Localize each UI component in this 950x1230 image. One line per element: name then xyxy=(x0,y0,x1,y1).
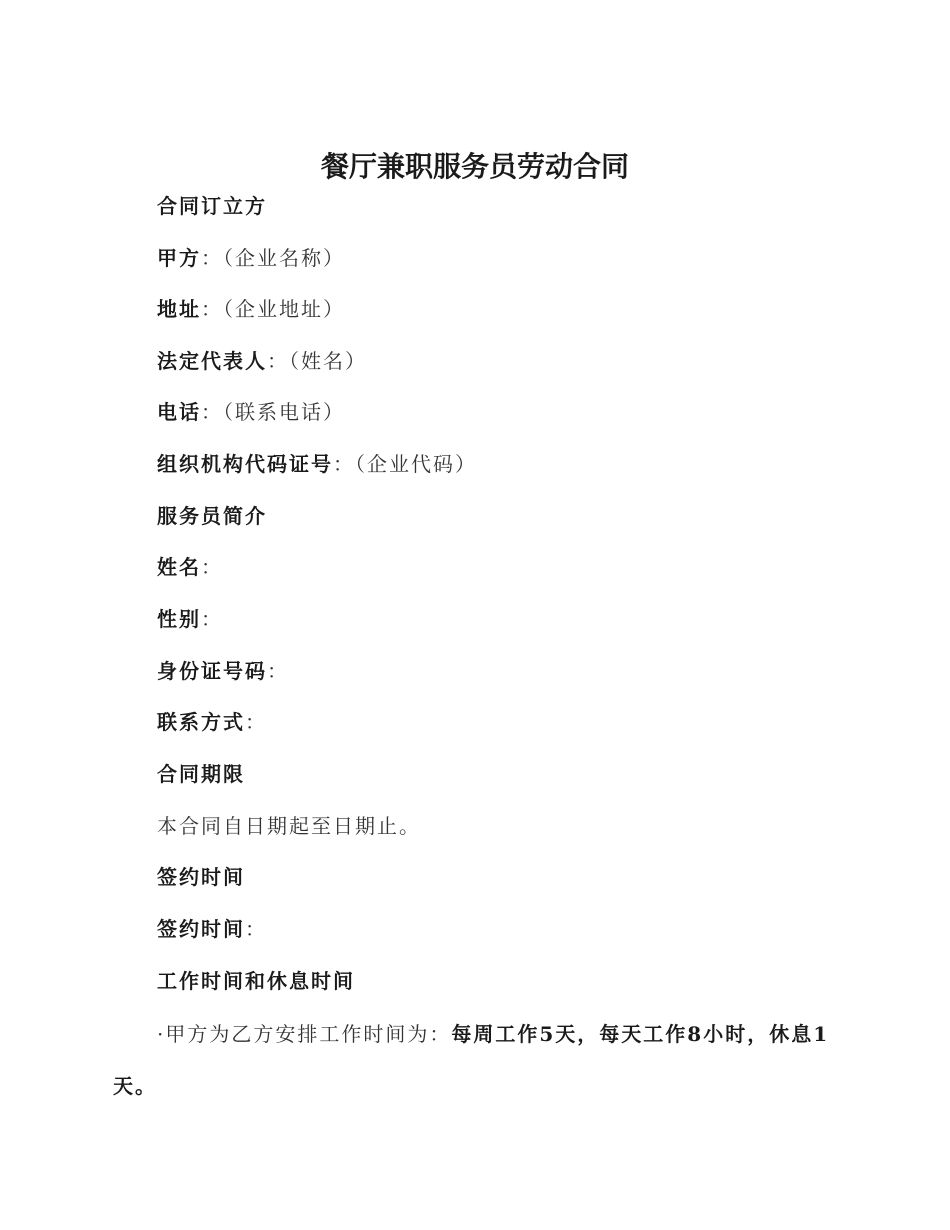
gender-label: 性别 xyxy=(157,607,201,631)
phone-value: （联系电话） xyxy=(223,400,345,424)
party-a-label: 甲方 xyxy=(157,246,201,270)
legal-rep-line xyxy=(157,346,367,376)
sign-heading: 签约时间 xyxy=(157,865,245,889)
parties-heading: 合同订立方 xyxy=(157,194,267,218)
party-a-value: （企业名称） xyxy=(223,246,345,270)
work-detail: 每周工作5天，每天工作8小时，休息1天。 xyxy=(113,1022,830,1098)
address-line xyxy=(157,294,345,324)
work-paragraph xyxy=(113,1008,833,1112)
org-code-value: （企业代码） xyxy=(355,452,477,476)
term-text: 本合同自日期起至日期止。 xyxy=(157,814,421,838)
colon: ： xyxy=(201,246,223,270)
term-heading: 合同期限 xyxy=(157,762,245,786)
colon: ： xyxy=(267,349,289,373)
colon: ： xyxy=(267,659,289,683)
phone-line xyxy=(157,397,345,427)
org-code-line xyxy=(157,449,477,479)
legal-rep-label: 法定代表人 xyxy=(157,349,267,373)
address-value: （企业地址） xyxy=(223,297,345,321)
phone-label: 电话 xyxy=(157,400,201,424)
colon: ： xyxy=(245,710,267,734)
colon: ： xyxy=(201,555,223,579)
gender-line xyxy=(157,604,223,634)
staff-heading: 服务员简介 xyxy=(157,504,267,528)
work-heading: 工作时间和休息时间 xyxy=(157,969,355,993)
colon: ： xyxy=(333,452,355,476)
id-line xyxy=(157,656,289,686)
address-label: 地址 xyxy=(157,297,201,321)
party-a-line xyxy=(157,243,345,273)
id-label: 身份证号码 xyxy=(157,659,267,683)
colon: ： xyxy=(201,297,223,321)
name-label: 姓名 xyxy=(157,555,201,579)
legal-rep-value: （姓名） xyxy=(289,349,367,373)
document-title: 餐厅兼职服务员劳动合同 xyxy=(320,150,629,183)
colon: ： xyxy=(201,400,223,424)
sign-label: 签约时间 xyxy=(157,917,245,941)
work-intro: ·甲方为乙方安排工作时间为： xyxy=(157,1022,452,1046)
org-code-label: 组织机构代码证号 xyxy=(157,452,333,476)
contact-label: 联系方式 xyxy=(157,710,245,734)
sign-line xyxy=(157,914,267,944)
contact-line xyxy=(157,707,267,737)
colon: ： xyxy=(201,607,223,631)
name-line xyxy=(157,552,223,582)
colon: ： xyxy=(245,917,267,941)
